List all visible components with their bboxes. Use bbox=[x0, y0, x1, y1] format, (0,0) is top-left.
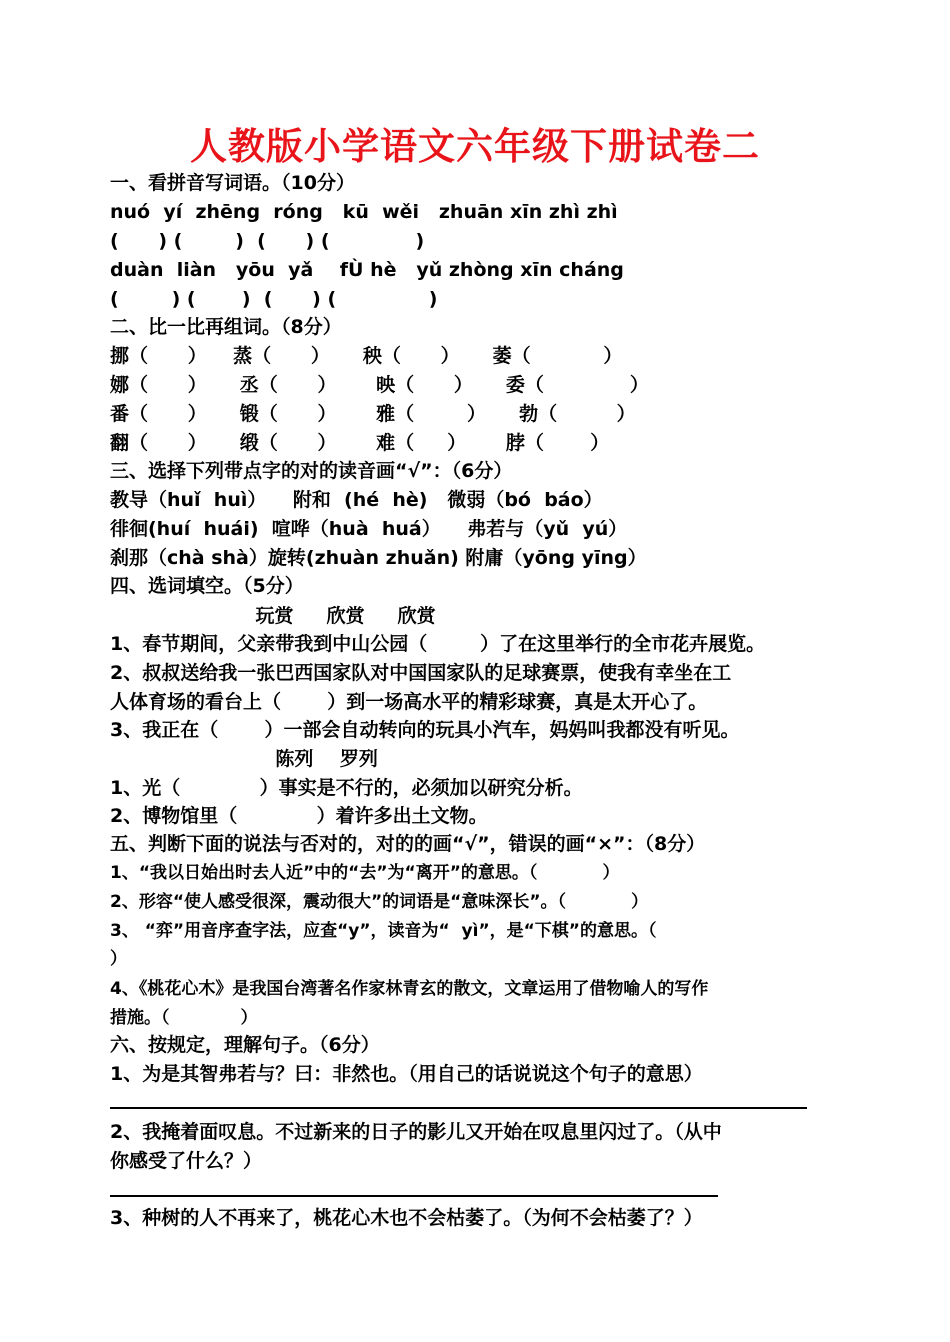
judge-item-3: 3、 “弈”用音序查字法，应查“y”，读音为“ yì”，是“下棋”的意思。（ bbox=[110, 921, 657, 941]
section-3-heading: 三、选择下列带点字的对的读音画“√”：（6分） bbox=[110, 460, 513, 482]
section-6-heading: 六、按规定，理解句子。（6分） bbox=[110, 1034, 380, 1056]
page-title: 人教版小学语文六年级下册试卷二 bbox=[190, 125, 760, 168]
word-compare-row-2: 娜（ ） 丞（ ） 映（ ） 委（ ） bbox=[110, 374, 649, 396]
answer-line-2 bbox=[110, 1195, 718, 1197]
pronunciation-row-1: 教导（huǐ huì） 附和 (hé hè) 微弱（bó báo） bbox=[110, 489, 603, 511]
judge-item-4-cont: 措施。（ ） bbox=[110, 1008, 258, 1028]
fill-sentence-1: 1、春节期间，父亲带我到中山公园（ ）了在这里举行的全市花卉展览。 bbox=[110, 633, 766, 655]
judge-item-3-cont: ） bbox=[110, 949, 127, 969]
fill-sentence-2: 2、叔叔送给我一张巴西国家队对中国国家队的足球赛票，使我有幸坐在工 bbox=[110, 662, 732, 684]
pronunciation-row-3: 刹那（chà shà）旋转(zhuàn zhuǎn) 附庸（yōng yīng） bbox=[110, 547, 647, 569]
judge-item-4: 4、《桃花心木》是我国台湾著名作家林青玄的散文，文章运用了借物喻人的写作 bbox=[110, 979, 709, 999]
section-5-heading: 五、判断下面的说法与否对的，对的的画“√”，错误的画“×”：（8分） bbox=[110, 833, 706, 855]
word-choices-1: 玩赏 欣赏 欣赏 bbox=[110, 605, 436, 627]
answer-blanks-2: ( ) ( ) ( ) ( ) bbox=[110, 288, 438, 310]
word-compare-row-1: 挪（ ） 蒸（ ） 秧（ ） 萎（ ） bbox=[110, 345, 623, 367]
pronunciation-row-2: 徘徊(huí huái) 喧哗（huà huá） 弗若与（yǔ yú） bbox=[110, 518, 628, 540]
word-compare-row-3: 番（ ） 锻（ ） 雅（ ） 勃（ ） bbox=[110, 403, 636, 425]
answer-line-1 bbox=[110, 1107, 807, 1109]
fill-sentence-4: 1、光（ ）事实是不行的，必须加以研究分析。 bbox=[110, 777, 583, 799]
judge-item-1: 1、“我以日始出时去人近”中的“去”为“离开”的意思。（ ） bbox=[110, 863, 620, 883]
section-2-heading: 二、比一比再组词。（8分） bbox=[110, 316, 342, 338]
fill-sentence-5: 2、博物馆里（ ）着许多出土文物。 bbox=[110, 805, 488, 827]
pinyin-row-2: duàn liàn yōu yǎ fÙ hè yǔ zhòng xīn cháng bbox=[110, 259, 624, 281]
fill-sentence-3: 3、我正在（ ）一部会自动转向的玩具小汽车，妈妈叫我都没有听见。 bbox=[110, 719, 740, 741]
pinyin-row-1: nuó yí zhēng róng kū wěi zhuān xīn zhì zhì bbox=[110, 201, 618, 223]
word-choices-2: 陈列 罗列 bbox=[110, 748, 378, 770]
sentence-question-2-cont: 你感受了什么？） bbox=[110, 1150, 263, 1172]
sentence-question-1: 1、为是其智弗若与？曰：非然也。（用自己的话说说这个句子的意思） bbox=[110, 1063, 703, 1085]
word-compare-row-4: 翻（ ） 缎（ ） 难（ ） 脖（ ） bbox=[110, 432, 610, 454]
fill-sentence-2-cont: 人体育场的看台上（ ）到一场高水平的精彩球赛，真是太开心了。 bbox=[110, 691, 708, 713]
section-4-heading: 四、选词填空。（5分） bbox=[110, 575, 304, 597]
answer-blanks-1: ( ) ( ) ( ) ( ) bbox=[110, 230, 425, 252]
judge-item-2: 2、形容“使人感受很深，震动很大”的词语是“意味深长”。（ ） bbox=[110, 892, 649, 912]
sentence-question-3: 3、种树的人不再来了，桃花心木也不会枯萎了。（为何不会枯萎了？） bbox=[110, 1207, 703, 1229]
section-1-heading: 一、看拼音写词语。（10分） bbox=[110, 172, 355, 194]
sentence-question-2: 2、我掩着面叹息。不过新来的日子的影儿又开始在叹息里闪过了。（从中 bbox=[110, 1121, 722, 1143]
